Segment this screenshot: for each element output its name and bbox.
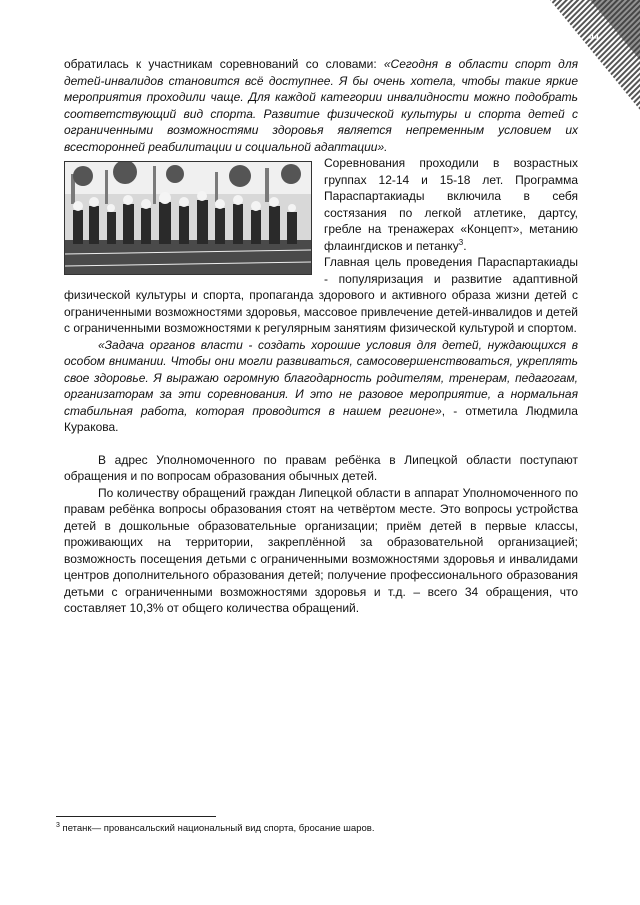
footnote — [56, 822, 576, 835]
paragraph-appeals-statistics: По количеству обращений граждан Липецкой области в аппарат Уполномоченного по правам ребёнка вопросы образования стоят на четвёртом месте. Это вопросы устройства детей в дошкольные образовательные организации; приём детей в первые классы, проживающих на территории, закреплённой за образовательной организацией; возможность посещения детьми с ограниченными возможностями здоровья и инвалидами центров дополнительного образования детей; получение профессионального образования детьми с ограниченными возможностями здоровья и т.д. – всего 34 обращения, что составляет 10,3% от общего количества обращений. — [64, 485, 578, 615]
photo-image — [65, 162, 311, 274]
page-number: 44 — [588, 32, 599, 42]
quote-text: «Сегодня в области спорт для детей-инвалидов становится всё доступнее. Я бы очень хотела, чтобы такие яркие мероприятия проходили чаще. Для каждой категории инвалидности можно подобрать соответствующий вид спорта. Развитие физической культуры и спорта детей с ограниченными возможностями здоровья является непременным условием их всесторонней реабилитации и социальной адаптации». — [64, 57, 578, 154]
footnote-mark: 3 — [56, 821, 60, 829]
quote-lead-text: обратилась к участникам соревнований со словами: — [64, 57, 384, 71]
competition-photo — [64, 161, 312, 275]
paragraph-main-goal: Главная цель проведения Параспартакиады - популяризация и развитие адаптивной физической культуры и спорта, пропаганда здорового и активного образа жизни детей с ограниченными возможностями здоровья, массовое привлечение детей-инвалидов и детей с ограниченными возможностями к регулярным занятиям физической культурой и спортом. — [64, 255, 578, 335]
paragraph-gap — [64, 436, 578, 452]
footnote-divider — [56, 816, 216, 817]
footnote-reference[interactable]: 3 — [458, 237, 464, 247]
program-text-end: . — [463, 238, 467, 253]
program-text: Соревнования проходили в возрастных группах 12-14 и 15-18 лет. Программа Параспартакиады включила в себя состязания по легкой атлетике, дартсу, гребле на тренажерах «Концепт», метанию флаингдисков и петанку — [324, 156, 578, 253]
official-quote-attribution: , - отметила Людмила Куракова. — [64, 403, 578, 434]
paragraph-education-appeals: В адрес Уполномоченного по правам ребёнка в Липецкой области поступают обращения и по вопросам образования обычных детей. — [64, 452, 578, 483]
paragraph-quote-intro — [64, 56, 578, 155]
footnote-text: петанк— провансальский национальный вид спорта, бросание шаров. — [59, 823, 375, 834]
official-quote-text: «Задача органов власти - создать хорошие условия для детей, нуждающихся в особом внимании. Чтобы они могли развиваться, самосовершенствоваться, укреплять свое здоровье. Я выражаю огромную благодарность родителям, тренерам, педагогам, организаторам за эти соревнования. И это не разовое мероприятие, а нормальная стабильная работа, которая проводится в нашем регионе» — [64, 337, 578, 418]
document-body — [64, 56, 578, 617]
paragraph-official-quote — [64, 337, 578, 436]
